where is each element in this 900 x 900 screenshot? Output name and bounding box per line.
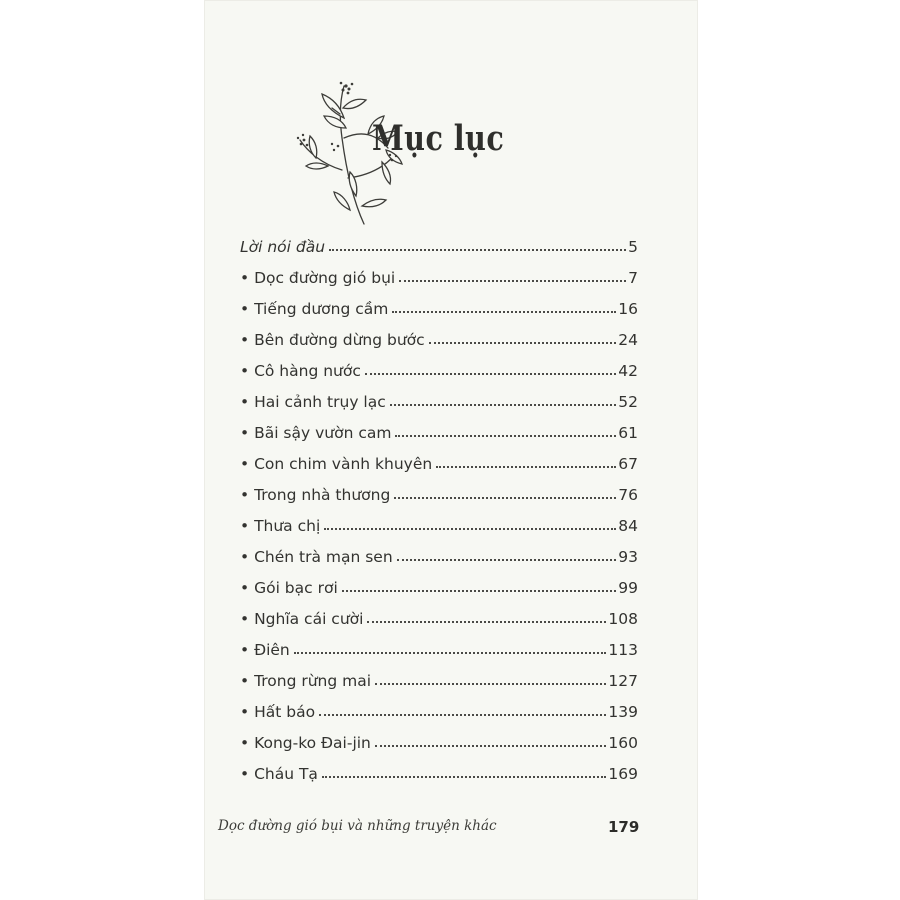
toc-entry-page: 108 (608, 610, 638, 628)
toc-entry-page: 61 (618, 424, 638, 442)
dot-leader (329, 249, 626, 251)
dot-leader (322, 776, 606, 778)
toc-entry-title: • Bên đường dừng bước (240, 331, 425, 349)
dot-leader (436, 466, 616, 468)
dot-leader (294, 652, 607, 654)
table-of-contents (240, 225, 638, 783)
toc-entry-title: • Nghĩa cái cười (240, 610, 364, 628)
toc-entry (240, 659, 638, 690)
toc-entry-page: 169 (608, 765, 638, 783)
book-page (204, 0, 698, 900)
dot-leader (319, 714, 606, 716)
toc-entry (240, 287, 638, 318)
toc-entry (240, 721, 638, 752)
toc-entry-page: 16 (618, 300, 638, 318)
toc-entry (240, 349, 638, 380)
toc-entry-title: • Trong rừng mai (240, 672, 372, 690)
dot-leader (395, 435, 616, 437)
page-title: Mục lục (372, 118, 505, 159)
toc-entry-title: • Cô hàng nước (240, 362, 361, 380)
toc-entry-page: 84 (618, 517, 638, 535)
toc-entry-page: 139 (608, 703, 638, 721)
toc-entry-page: 160 (608, 734, 638, 752)
dot-leader (375, 745, 607, 747)
toc-entry-page: 5 (628, 238, 638, 256)
toc-entry-page: 76 (618, 486, 638, 504)
toc-entry-page: 42 (618, 362, 638, 380)
dot-leader (390, 404, 617, 406)
toc-entry-page: 67 (618, 455, 638, 473)
toc-entry (240, 256, 638, 287)
dot-leader (375, 683, 606, 685)
toc-entry-title: • Hất báo (240, 703, 316, 721)
toc-entry-page: 113 (608, 641, 638, 659)
dot-leader (397, 559, 617, 561)
toc-entry (240, 597, 638, 628)
toc-entry-title: • Hai cảnh trụy lạc (240, 393, 386, 411)
toc-entry (240, 442, 638, 473)
toc-entry-title: • Chén trà mạn sen (240, 548, 393, 566)
toc-entry (240, 380, 638, 411)
toc-entry-title: • Cháu Tạ (240, 765, 318, 783)
toc-entry-title: • Kong-ko Đai-jin (240, 734, 371, 752)
toc-entry-title: • Dọc đường gió bụi (240, 269, 396, 287)
toc-entry-page: 127 (608, 672, 638, 690)
toc-entry-title: Lời nói đầu (240, 238, 326, 256)
toc-entry (240, 566, 638, 597)
dot-leader (342, 590, 617, 592)
toc-entry (240, 628, 638, 659)
dot-leader (392, 311, 616, 313)
toc-entry-title: • Con chim vành khuyên (240, 455, 433, 473)
toc-entry (240, 504, 638, 535)
toc-entry (240, 411, 638, 442)
toc-entry-title: • Điên (240, 641, 290, 659)
toc-entry-page: 7 (628, 269, 638, 287)
running-footer-title: Dọc đường gió bụi và những truyện khác (218, 818, 497, 834)
page-number: 179 (608, 818, 640, 836)
toc-entry (240, 752, 638, 783)
toc-entry-title: • Tiếng dương cầm (240, 300, 389, 318)
toc-entry-title: • Thưa chị (240, 517, 321, 535)
toc-entry (240, 690, 638, 721)
dot-leader (394, 497, 616, 499)
toc-entry (240, 535, 638, 566)
toc-entry-page: 24 (618, 331, 638, 349)
toc-entry-page: 52 (618, 393, 638, 411)
toc-entry-title: • Trong nhà thương (240, 486, 391, 504)
toc-entry-page: 93 (618, 548, 638, 566)
dot-leader (365, 373, 616, 375)
toc-entry-title: • Gói bạc rơi (240, 579, 338, 597)
toc-entry (240, 473, 638, 504)
toc-entry (240, 318, 638, 349)
toc-entry (240, 225, 638, 256)
dot-leader (324, 528, 616, 530)
toc-entry-title: • Bãi sậy vườn cam (240, 424, 392, 442)
dot-leader (399, 280, 626, 282)
dot-leader (367, 621, 606, 623)
dot-leader (429, 342, 617, 344)
toc-entry-page: 99 (618, 579, 638, 597)
